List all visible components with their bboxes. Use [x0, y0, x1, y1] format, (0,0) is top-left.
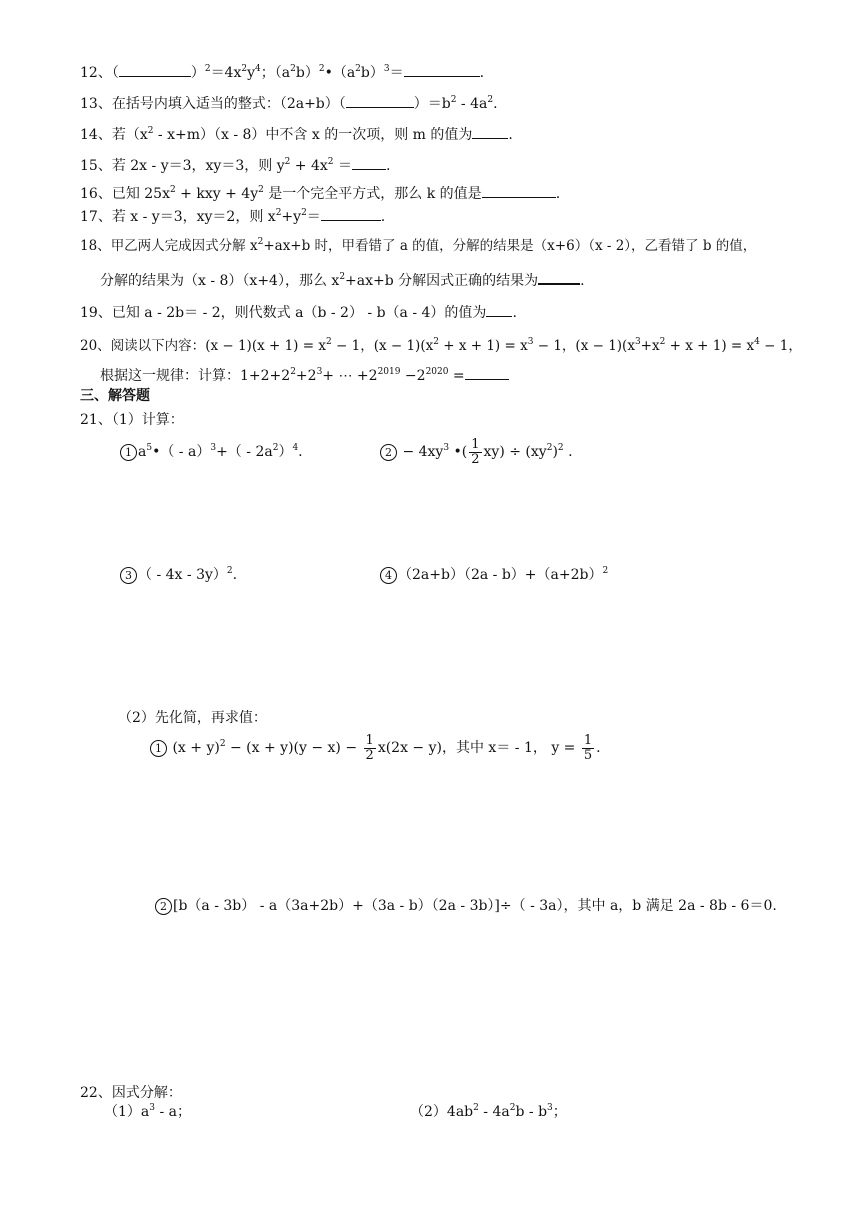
q21-item-4: 4 $(2a+b)(2a - b)+(a+2b)^2$ — [380, 565, 608, 585]
q21-simplify-1: 1 $(x + y)^2 - (x + y)(y - x)$ − $\frac{1}{2}$ x(2x − y)，其中 x＝ - 1， y = $\frac{1}{5}$ . — [150, 730, 601, 766]
question-13: 13、在括号内填入适当的整式：（2a+b）（ ）$=b^2 - 4a^2$. — [80, 95, 498, 112]
question-16: 16、已知 $25x^2$ + kxy + $4y^2$ 是一个完全平方式，那么 k 的值是 . — [80, 185, 561, 202]
question-20: 20、阅读以下内容：$(x - 1)(x + 1) = x^2 - 1$，$(x - 1)(x^2 + x + 1) = x^3 - 1$，$(x - 1)(x^3+x^2 + x + 1) = x^4 - 1$， — [80, 337, 802, 354]
question-14: 14、若$(x^2 - x+m)(x - 8)$中不含 x 的一次项，则 m 的值为 . — [80, 126, 513, 143]
answer-blank[interactable] — [465, 365, 509, 380]
q21-item-1: 1 $a^5•( - a)^3+( - 2a^2)^4$. — [120, 442, 303, 462]
answer-blank[interactable] — [352, 155, 386, 170]
q21-item-2: $2 - 4xy^3$ •( $\frac{1}{2}$ $xy) \div (xy^2)^2$ . — [380, 434, 573, 470]
answer-blank[interactable] — [482, 183, 556, 198]
question-17: 17、若 x - y＝3，xy＝2，则 $x^2+y^2=$ . — [80, 208, 386, 225]
answer-blank[interactable] — [538, 269, 580, 285]
q21-simplify-2: 2 [b（a - 3b） - a（3a+2b）+（3a - b）（2a - 3b）]÷（ - 3a），其中 a，b 满足 2a - 8b - 6＝0. — [155, 896, 777, 916]
answer-blank[interactable] — [346, 93, 414, 108]
q21-part-2: （2）先化简，再求值： — [118, 710, 267, 726]
question-15: 15、若 2x - y＝3，xy＝3，则 $y^2 + 4x^2$ ＝ . — [80, 157, 391, 174]
answer-blank[interactable] — [472, 124, 508, 139]
question-18: 18、甲乙两人完成因式分解 $x^2+ax+b$ 时，甲看错了 a 的值，分解的结果是（x+6）（x - 2），乙看错了 b 的值， — [80, 237, 757, 254]
answer-blank[interactable] — [321, 206, 381, 221]
fraction: $\frac{1}{5}$ — [583, 732, 593, 763]
question-12: 12、（ ）$^2=4x^2y^4$；$(a^2b)^2•(a^2b)^3=$ . — [80, 64, 485, 81]
question-22: 22、因式分解： — [80, 1085, 182, 1101]
answer-blank[interactable] — [404, 62, 480, 77]
question-19: 19、已知 a - 2b＝ - 2，则代数式 a（b - 2） - b（a - 4）的值为 . — [80, 302, 517, 323]
question-21: 21、（1）计算： — [80, 412, 184, 428]
q22-item-2: $(2)4ab^2 - 4a^2b - b^3$； — [410, 1103, 567, 1120]
q21-item-3: 3 （ - 4x - 3y）$^2$. — [120, 565, 237, 585]
fraction: $\frac{1}{2}$ — [471, 436, 480, 467]
fraction: $\frac{1}{2}$ — [365, 732, 374, 763]
q22-item-1: $(1)a^3$ - a； — [104, 1103, 191, 1120]
question-20-line2: 根据这一规律：计算：$1+2+2^2+2^3+$ ⋯ $+2^{2019} -2^{2020}$ = — [100, 365, 509, 386]
answer-blank[interactable] — [119, 62, 191, 77]
section-heading: 三、解答题 — [80, 388, 150, 404]
answer-blank[interactable] — [486, 302, 512, 317]
question-18-line2: 分解的结果为（x - 8）（x+4），那么 $x^2+ax+b$ 分解因式正确的结果为 . — [100, 269, 585, 291]
